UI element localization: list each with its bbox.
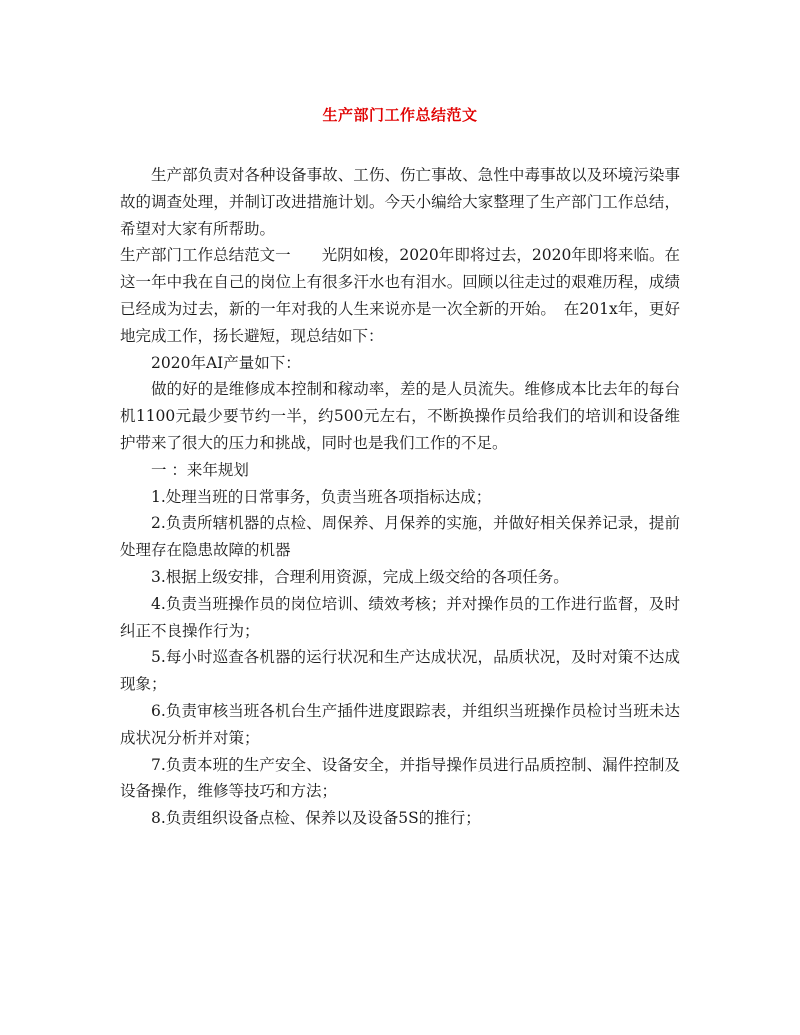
paragraph-sample-one: 生产部门工作总结范文一 光阴如梭，2020年即将过去，2020年即将来临。在这一年中我在自己的岗位上有很多汗水也有泪水。回顾以往走过的艰难历程，成绩已经成为过去，新的一年对我的人生来说亦是一次全新的开始。 在201x年，更好地完成工作，扬长避短，现总结如下： — [120, 246, 680, 345]
paragraph-intro: 生产部负责对各种设备事故、工伤、伤亡事故、急性中毒事故以及环境污染事故的调查处理，并制订改进措施计划。今天小编给大家整理了生产部门工作总结，希望对大家有所帮助。 — [120, 166, 680, 238]
document-title: 生产部门工作总结范文 — [322, 106, 478, 124]
list-item-4: 4.负责当班操作员的岗位培训、绩效考核；并对操作员的工作进行监督，及时纠正不良操作行为； — [120, 594, 680, 640]
list-item-3: 3.根据上级安排，合理利用资源，完成上级交给的各项任务。 — [151, 567, 569, 586]
paragraph-performance: 做的好的是维修成本控制和稼动率，差的是人员流失。维修成本比去年的每台机1100元最少要节约一半，约500元左右，不断换操作员给我们的培训和设备维护带来了很大的压力和挑战，同时也是我们工作的不足。 — [120, 380, 680, 452]
list-item-7: 7.负责本班的生产安全、设备安全，并指导操作员进行品质控制、漏件控制及设备操作，维修等技巧和方法； — [120, 755, 680, 801]
list-item-8: 8.负责组织设备点检、保养以及设备5S的推行； — [151, 809, 481, 828]
document-body — [120, 162, 680, 832]
list-item-5: 5.每小时巡查各机器的运行状况和生产达成状况，品质状况，及时对策不达成现象； — [120, 648, 680, 694]
list-item-2: 2.负责所辖机器的点检、周保养、月保养的实施，并做好相关保养记录，提前处理存在隐患故障的机器 — [120, 514, 680, 560]
list-item-1: 1.处理当班的日常事务，负责当班各项指标达成； — [151, 487, 492, 506]
paragraph-plan-heading: 一 ：来年规划 — [151, 460, 249, 479]
paragraph-output-heading: 2020年AI产量如下： — [151, 353, 301, 372]
list-item-6: 6.负责审核当班各机台生产插件进度跟踪表，并组织当班操作员检讨当班未达成状况分析并对策； — [120, 701, 680, 747]
